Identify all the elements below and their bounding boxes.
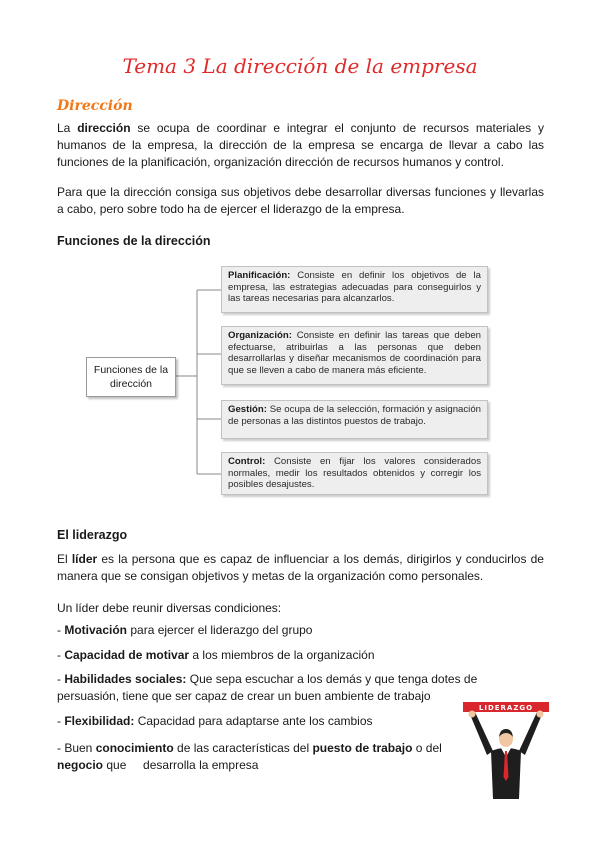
funciones-heading: Funciones de la dirección xyxy=(57,234,211,248)
intro-paragraph-1: La dirección se ocupa de coordinar e integrar el conjunto de recursos materiales y humanos de la empresa, la dirección de la empresa se encarga de llevar a cabo las funciones de la planificación, organización dirección de recursos humanos y control. xyxy=(57,121,544,169)
list-item: - Flexibilidad: Capacidad para adaptarse ante los cambios xyxy=(57,714,373,728)
banner-text: LIDERAZGO xyxy=(478,704,534,712)
list-item: - Motivación para ejercer el liderazgo del grupo xyxy=(57,623,313,637)
box-planificacion: Planificación: Consiste en definir los objetivos de la empresa, las estrategias adecuadas para conseguirlos y las tareas necesarias para alcanzarlos. xyxy=(221,266,488,313)
section-title: Dirección xyxy=(57,98,133,114)
liderazgo-paragraph-2: Un líder debe reunir diversas condiciones: xyxy=(57,601,282,615)
list-item: - Buen conocimiento de las características del puesto de trabajo o del negocio que desarrolla la empresa xyxy=(57,741,442,772)
box-organizacion: Organización: Consiste en definir las tareas que deben efectuarse, atribuirlas a las personas que deben desarrollarlas y diseñar mecanismos de coordinación para que se lleven a cabo de manera más eficiente. xyxy=(221,326,488,385)
liderazgo-heading: El liderazgo xyxy=(57,528,128,542)
liderazgo-paragraph-1: El líder es la persona que es capaz de influenciar a los demás, dirigirlos y conducirlos de manera que se consigan objetivos y metas de la organización como personales. xyxy=(57,552,544,583)
list-item: - Habilidades sociales: Que sepa escuchar a los demás y que tenga dotes de persuasión, tiene que ser capaz de crear un buen ambiente de trabajo xyxy=(57,672,478,703)
list-item: - Capacidad de motivar a los miembros de la organización xyxy=(57,648,375,662)
leader-illustration xyxy=(461,697,551,799)
box-gestion: Gestión: Se ocupa de la selección, formación y asignación de personas a las distintos puestos de trabajo. xyxy=(221,400,488,439)
intro-paragraph-2: Para que la dirección consiga sus objetivos debe desarrollar diversas funciones y llevarlas a cabo, pero sobre todo ha de ejercer el liderazgo de la empresa. xyxy=(57,185,544,216)
center-box: Funciones de la dirección xyxy=(86,357,176,397)
box-control: Control: Consiste en fijar los valores considerados normales, medir los resultados obtenidos y corregir los posibles desajustes. xyxy=(221,452,488,495)
page-title: Tema 3 La dirección de la empresa xyxy=(122,54,478,78)
